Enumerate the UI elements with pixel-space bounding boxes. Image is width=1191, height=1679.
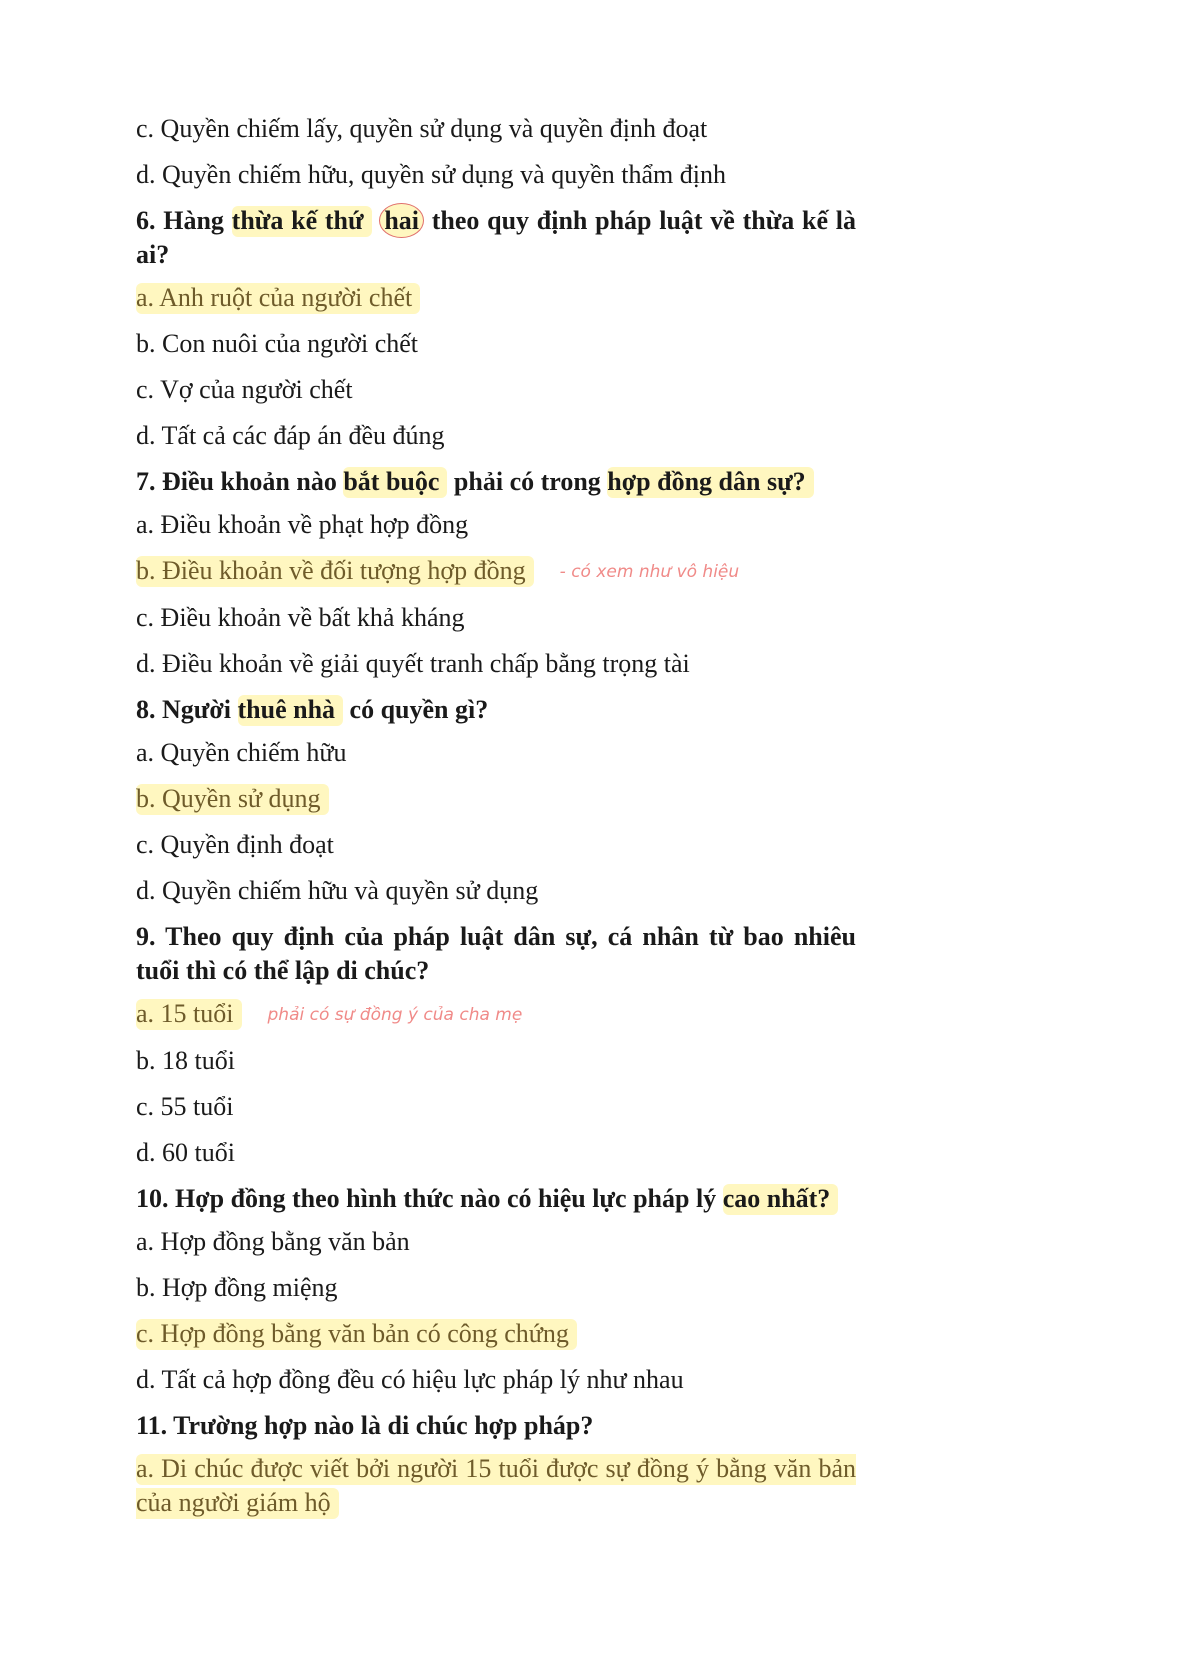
handwritten-note: - có xem như vô hiệu [559,562,740,582]
question-6-post: theo quy định pháp luật về thừa kế là ai? [136,206,856,269]
question-9: 9. Theo quy định của pháp luật dân sự, cá nhân từ bao nhiêu tuổi thì có thể lập di chúc? [136,922,856,985]
option-6b: b. Con nuôi của người chết [136,329,419,358]
highlight: bắt buộc [343,467,447,498]
answer-highlight: a. 15 tuổi [136,999,242,1030]
question-6 [136,204,856,272]
highlight: cao nhất? [723,1184,839,1215]
question-10 [136,1182,856,1216]
document-page [136,112,856,1532]
question-8-pre: 8. Người [136,695,238,724]
option-9a [136,997,856,1032]
circled-word: hai [379,203,424,238]
answer-highlight: a. Anh ruột của người chết [136,283,420,314]
answer-highlight: c. Hợp đồng bằng văn bản có công chứng [136,1319,577,1350]
option-prev-d: d. Quyền chiếm hữu, quyền sử dụng và quyền thẩm định [136,160,726,189]
answer-highlight: b. Quyền sử dụng [136,784,329,815]
option-8d: d. Quyền chiếm hữu và quyền sử dụng [136,876,539,905]
option-8b [136,782,856,816]
question-7-mid: phải có trong [447,467,608,496]
option-8c: c. Quyền định đoạt [136,830,334,859]
option-7c: c. Điều khoản về bất khả kháng [136,603,465,632]
option-6c: c. Vợ của người chết [136,375,353,404]
option-9d: d. 60 tuổi [136,1138,235,1167]
highlight: thuê nhà [238,695,344,726]
option-8a: a. Quyền chiếm hữu [136,738,347,767]
question-10-pre: 10. Hợp đồng theo hình thức nào có hiệu lực pháp lý [136,1184,723,1213]
option-prev-c: c. Quyền chiếm lấy, quyền sử dụng và quyền định đoạt [136,114,708,143]
question-11: 11. Trường hợp nào là di chúc hợp pháp? [136,1411,594,1440]
option-6a [136,281,856,315]
highlight: thừa kế thứ [232,206,372,237]
option-10a: a. Hợp đồng bằng văn bản [136,1227,410,1256]
question-7 [136,465,856,499]
answer-highlight: a. Di chúc được viết bởi người 15 tuổi được sự đồng ý bằng văn bản của người giám hộ [136,1454,856,1517]
option-9b: b. 18 tuổi [136,1046,235,1075]
option-7b [136,554,856,589]
answer-highlight: b. Điều khoản về đối tượng hợp đồng [136,556,534,587]
option-11a [136,1452,856,1520]
option-10d: d. Tất cả hợp đồng đều có hiệu lực pháp lý như nhau [136,1365,684,1394]
option-7a: a. Điều khoản về phạt hợp đồng [136,510,469,539]
option-9c: c. 55 tuổi [136,1092,234,1121]
question-7-pre: 7. Điều khoản nào [136,467,344,496]
question-6-pre: 6. Hàng [136,206,232,235]
question-8 [136,693,856,727]
option-10c [136,1317,856,1351]
handwritten-note: phải có sự đồng ý của cha mẹ [267,1005,523,1025]
option-6d: d. Tất cả các đáp án đều đúng [136,421,445,450]
option-10b: b. Hợp đồng miệng [136,1273,338,1302]
option-7d: d. Điều khoản về giải quyết tranh chấp bằng trọng tài [136,649,690,678]
question-8-post: có quyền gì? [343,695,489,724]
highlight: hợp đồng dân sự? [607,467,813,498]
